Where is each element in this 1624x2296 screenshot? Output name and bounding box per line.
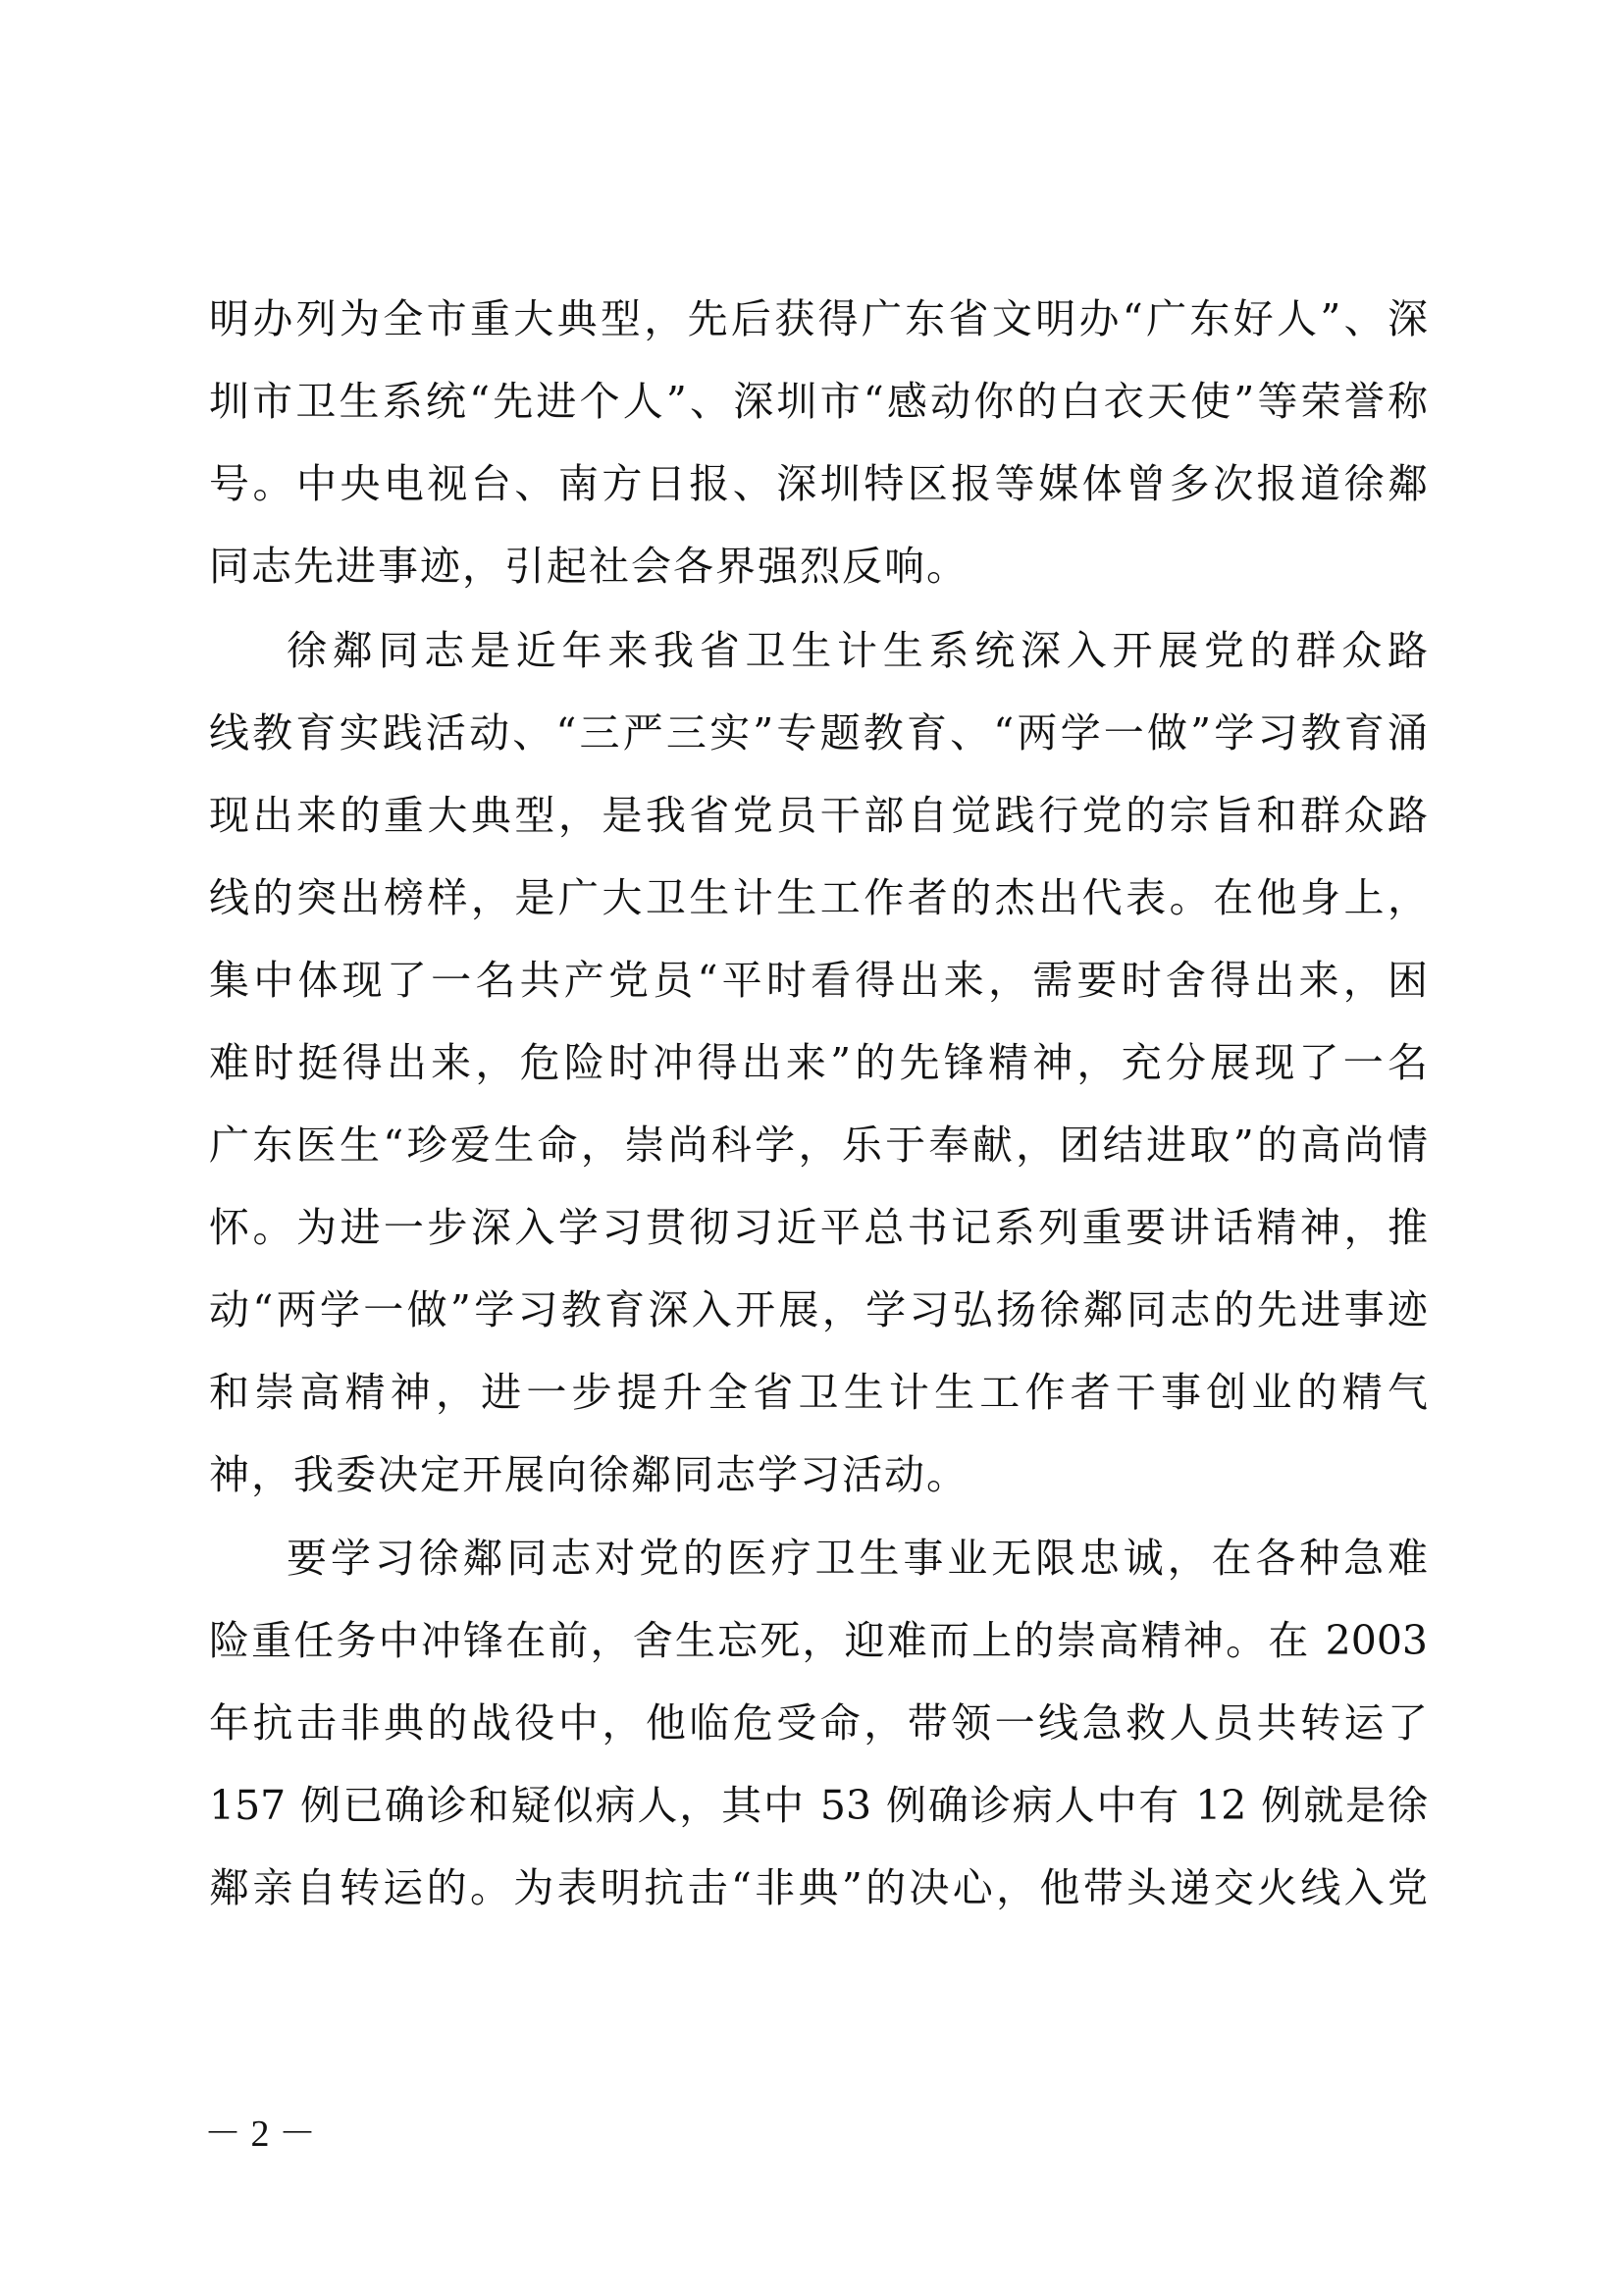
text-line: 鄰亲自转运的。为表明抗击“非典”的决心，他带头递交火线入党	[209, 1864, 1428, 1911]
text-line: 157 例已确诊和疑似病人，其中 53 例确诊病人中有 12 例就是徐	[209, 1782, 1428, 1829]
text-line: 圳市卫生系统“先进个人”、深圳市“感动你的白衣天使”等荣誉称	[209, 378, 1428, 425]
text-line: 神，我委决定开展向徐鄰同志学习活动。	[209, 1451, 969, 1498]
text-line: 线教育实践活动、“三严三实”专题教育、“两学一做”学习教育涌	[209, 709, 1428, 757]
paragraph-first-line: 要学习徐鄰同志对党的医疗卫生事业无限忠诚，在各种急难	[287, 1535, 1428, 1582]
paragraph-first-line: 徐鄰同志是近年来我省卫生计生系统深入开展党的群众路	[287, 627, 1428, 674]
text-line: 怀。为进一步深入学习贯彻习近平总书记系列重要讲话精神，推	[209, 1204, 1428, 1251]
text-line: 同志先进事迹，引起社会各界强烈反响。	[209, 543, 969, 590]
text-line: 线的突出榜样，是广大卫生计生工作者的杰出代表。在他身上，	[209, 874, 1428, 921]
text-line: 号。中央电视台、南方日报、深圳特区报等媒体曾多次报道徐鄰	[209, 460, 1428, 507]
text-line: 年抗击非典的战役中，他临危受命，带领一线急救人员共转运了	[209, 1699, 1428, 1747]
text-line: 险重任务中冲锋在前，舍生忘死，迎难而上的崇高精神。在 2003	[209, 1617, 1428, 1664]
text-line: 广东医生“珍爱生命，崇尚科学，乐于奉献，团结进取”的高尚情	[209, 1122, 1428, 1169]
text-line: 现出来的重大典型，是我省党员干部自觉践行党的宗旨和群众路	[209, 792, 1428, 839]
text-line: 动“两学一做”学习教育深入开展，学习弘扬徐鄰同志的先进事迹	[209, 1286, 1428, 1333]
text-line: 难时挺得出来，危险时冲得出来”的先锋精神，充分展现了一名	[209, 1039, 1428, 1086]
text-line: 明办列为全市重大典型，先后获得广东省文明办“广东好人”、深	[209, 295, 1428, 342]
text-line: 集中体现了一名共产党员“平时看得出来，需要时舍得出来，困	[209, 957, 1428, 1004]
text-line: 和崇高精神，进一步提升全省卫生计生工作者干事创业的精气	[209, 1369, 1428, 1416]
page-number: － 2 －	[204, 2113, 317, 2155]
